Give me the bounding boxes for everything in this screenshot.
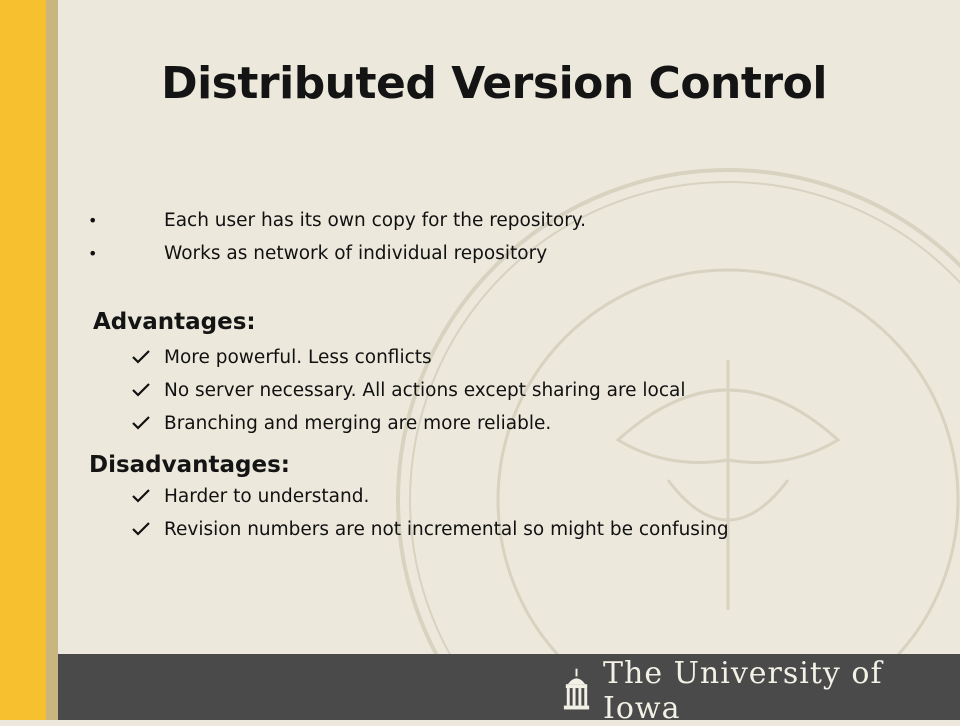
checkmark-icon [132, 522, 150, 536]
checkmark-icon [132, 416, 150, 430]
bullet-list [88, 204, 586, 270]
advantage-item [132, 407, 686, 440]
advantages-heading: Advantages: [93, 309, 256, 335]
advantage-text: No server necessary. All actions except sharing are local [164, 380, 686, 401]
gold-side-bar [0, 0, 46, 720]
bullet-item [88, 237, 586, 270]
advantage-text: Branching and merging are more reliable. [164, 413, 552, 434]
university-logo [560, 656, 960, 726]
disadvantage-text: Harder to understand. [164, 486, 370, 507]
bullet-text: Each user has its own copy for the repository. [164, 210, 586, 231]
advantage-item [132, 374, 686, 407]
disadvantages-heading: Disadvantages: [89, 452, 291, 478]
bullet-item [88, 204, 586, 237]
disadvantage-text: Revision numbers are not incremental so might be confusing [164, 519, 729, 540]
checkmark-icon [132, 383, 150, 397]
advantage-text: More powerful. Less conflicts [164, 347, 432, 368]
advantage-item [132, 341, 686, 374]
bullet-dot-icon: • [88, 244, 98, 263]
advantages-list [132, 341, 686, 440]
old-capitol-icon [560, 668, 593, 714]
disadvantages-list [132, 480, 729, 546]
checkmark-icon [132, 350, 150, 364]
side-bar-edge [46, 0, 58, 720]
slide-title: Distributed Version Control [161, 58, 827, 109]
disadvantage-item [132, 480, 729, 513]
bullet-dot-icon: • [88, 211, 98, 230]
bullet-text: Works as network of individual repository [164, 243, 548, 264]
university-name: The University of Iowa [603, 656, 883, 726]
checkmark-icon [132, 489, 150, 503]
disadvantage-item [132, 513, 729, 546]
